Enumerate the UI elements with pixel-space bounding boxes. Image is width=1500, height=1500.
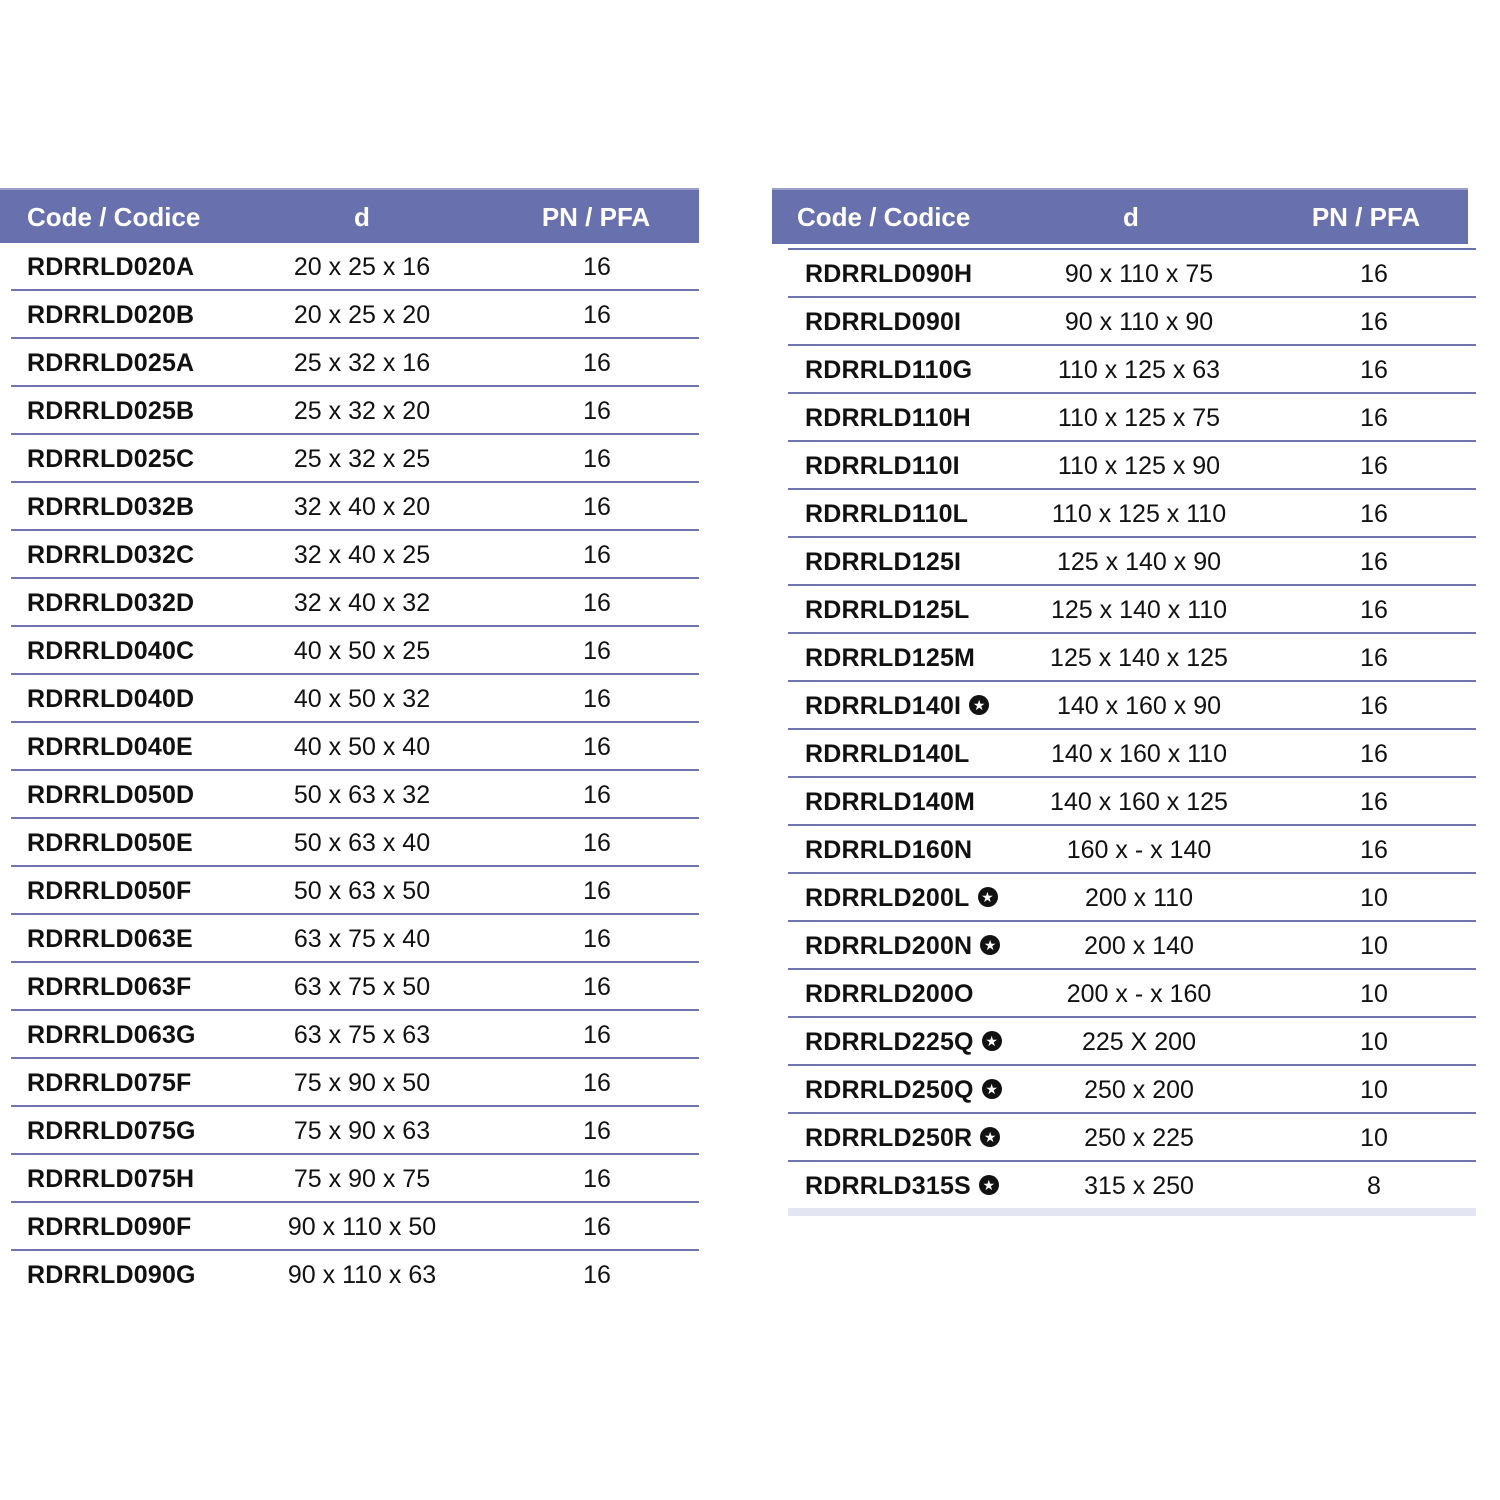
dimension-value: 125 x 140 x 90: [1056, 548, 1222, 576]
product-code-text: RDRRLD025B: [27, 397, 195, 425]
circled-star-icon: ★: [980, 935, 1000, 955]
product-code-text: RDRRLD063F: [27, 973, 192, 1001]
table-row: [788, 1066, 1476, 1114]
pressure-value: 16: [1360, 404, 1388, 432]
product-code: [27, 819, 193, 867]
right-table: [772, 188, 1476, 1216]
table-row: [788, 250, 1476, 298]
product-code-text: RDRRLD160N: [805, 836, 973, 864]
circled-star-icon: ★: [978, 887, 998, 907]
pressure-value: 16: [1360, 596, 1388, 624]
table-row: [11, 915, 699, 963]
product-code: [805, 538, 961, 586]
table-row: [788, 490, 1476, 538]
dimension-value: 25 x 32 x 20: [293, 397, 431, 425]
product-code: [27, 291, 194, 339]
pressure-value: 16: [583, 829, 611, 857]
dimension-value: 90 x 110 x 90: [1064, 308, 1214, 336]
dimension-value: 90 x 110 x 50: [287, 1213, 437, 1241]
product-code: [27, 339, 194, 387]
circled-star-icon: ★: [982, 1079, 1002, 1099]
product-code-text: RDRRLD140L: [805, 740, 970, 768]
d-header: d: [1123, 202, 1139, 232]
dimension-value: 32 x 40 x 32: [293, 589, 431, 617]
product-code-text: RDRRLD110I: [805, 452, 960, 480]
product-code-text: RDRRLD025A: [27, 349, 195, 377]
table-row: [11, 819, 699, 867]
product-code: [805, 346, 972, 394]
table-row: [788, 682, 1476, 730]
product-code-text: RDRRLD125I: [805, 548, 962, 576]
pressure-value: 16: [1360, 260, 1388, 288]
circled-star-icon: ★: [979, 1175, 999, 1195]
right-table-body: [788, 248, 1476, 1216]
table-row: [788, 346, 1476, 394]
product-code-text: RDRRLD200O: [805, 980, 974, 1008]
pressure-value: 16: [583, 925, 611, 953]
dimension-value: 40 x 50 x 32: [293, 685, 431, 713]
dimension-value: 50 x 63 x 40: [293, 829, 431, 857]
pressure-value: 16: [583, 1069, 611, 1097]
product-code-text: RDRRLD125L: [805, 596, 970, 624]
dimension-value: 32 x 40 x 25: [293, 541, 431, 569]
product-code-text: RDRRLD110L: [805, 500, 969, 528]
dimension-value: 90 x 110 x 75: [1064, 260, 1214, 288]
product-code: [805, 778, 975, 826]
dimension-value: 20 x 25 x 16: [293, 253, 431, 281]
product-code: [805, 442, 960, 490]
pressure-value: 10: [1360, 1124, 1388, 1152]
pressure-value: 10: [1360, 1028, 1388, 1056]
product-code-text: RDRRLD050F: [27, 877, 192, 905]
product-code-text: RDRRLD025C: [27, 445, 195, 473]
product-code-text: RDRRLD110H: [805, 404, 971, 432]
pressure-value: 16: [583, 589, 611, 617]
table-row: [11, 627, 699, 675]
left-table: [0, 188, 699, 1299]
product-code: [805, 682, 989, 730]
table-row: [788, 970, 1476, 1018]
pressure-value: 16: [1360, 356, 1388, 384]
pressure-value: 16: [1360, 644, 1388, 672]
dimension-value: 40 x 50 x 40: [293, 733, 431, 761]
pressure-value: 16: [583, 1213, 611, 1241]
product-code-text: RDRRLD050E: [27, 829, 193, 857]
pn-header: PN / PFA: [541, 202, 651, 232]
dimension-value: 50 x 63 x 50: [293, 877, 431, 905]
dimension-value: 20 x 25 x 20: [293, 301, 431, 329]
product-code-text: RDRRLD032B: [27, 493, 195, 521]
product-code: [27, 387, 194, 435]
circled-star-icon: ★: [969, 695, 989, 715]
pressure-value: 16: [1360, 836, 1388, 864]
table-row: [11, 339, 699, 387]
table-row: [788, 1018, 1476, 1066]
product-code: [27, 435, 194, 483]
dimension-value: 75 x 90 x 75: [293, 1165, 431, 1193]
product-code: [27, 963, 192, 1011]
table-row: [11, 1203, 699, 1251]
pressure-value: 16: [583, 1021, 611, 1049]
product-code: [805, 874, 998, 922]
product-code: [27, 531, 194, 579]
product-code: [805, 394, 971, 442]
circled-star-icon: ★: [982, 1031, 1002, 1051]
table-row: [11, 1251, 699, 1299]
table-row: [788, 1114, 1476, 1162]
pressure-value: 10: [1360, 1076, 1388, 1104]
product-code-text: RDRRLD090G: [27, 1261, 196, 1289]
dimension-value: 90 x 110 x 63: [287, 1261, 437, 1289]
dimension-value: 50 x 63 x 32: [293, 781, 431, 809]
product-code-text: RDRRLD315S: [805, 1172, 971, 1200]
product-code-text: RDRRLD040E: [27, 733, 193, 761]
left-table-body: [11, 243, 699, 1299]
pressure-value: 16: [583, 253, 611, 281]
product-code-text: RDRRLD020A: [27, 253, 195, 281]
product-code-text: RDRRLD200L: [805, 884, 970, 912]
product-code: [27, 675, 194, 723]
dimension-value: 25 x 32 x 16: [293, 349, 431, 377]
dimension-value: 160 x - x 140: [1066, 836, 1212, 864]
pressure-value: 16: [583, 349, 611, 377]
product-code-text: RDRRLD075H: [27, 1165, 195, 1193]
product-code-text: RDRRLD200N: [805, 932, 973, 960]
dimension-value: 40 x 50 x 25: [293, 637, 431, 665]
pressure-value: 16: [583, 1261, 611, 1289]
table-row: [11, 723, 699, 771]
product-code-text: RDRRLD090I: [805, 308, 962, 336]
dimension-value: 110 x 125 x 110: [1051, 500, 1227, 528]
dimension-value: 250 x 200: [1084, 1076, 1194, 1104]
product-code-text: RDRRLD140M: [805, 788, 976, 816]
pressure-value: 16: [1360, 740, 1388, 768]
product-code-text: RDRRLD040C: [27, 637, 195, 665]
dimension-value: 140 x 160 x 90: [1056, 692, 1222, 720]
table-row: [11, 675, 699, 723]
pn-header: PN / PFA: [1311, 202, 1421, 232]
product-code: [805, 1018, 1002, 1066]
product-code-text: RDRRLD090H: [805, 260, 973, 288]
table-row: [788, 538, 1476, 586]
dimension-value: 200 x - x 160: [1066, 980, 1212, 1008]
product-code-text: RDRRLD075G: [27, 1117, 196, 1145]
pressure-value: 10: [1360, 980, 1388, 1008]
table-row: [11, 867, 699, 915]
dimension-value: 140 x 160 x 125: [1050, 788, 1228, 816]
dimension-value: 110 x 125 x 75: [1057, 404, 1221, 432]
table-row: [11, 243, 699, 291]
product-code-text: RDRRLD032D: [27, 589, 195, 617]
product-code: [27, 1251, 196, 1299]
pressure-value: 16: [583, 733, 611, 761]
code-header: Code / Codice: [797, 202, 971, 232]
dimension-value: 250 x 225: [1084, 1124, 1194, 1152]
product-code-text: RDRRLD090F: [27, 1213, 192, 1241]
d-header: d: [354, 202, 370, 232]
product-code-text: RDRRLD075F: [27, 1069, 192, 1097]
product-code: [27, 627, 194, 675]
product-code-text: RDRRLD050D: [27, 781, 195, 809]
table-row: [788, 1162, 1476, 1216]
table-row: [788, 778, 1476, 826]
dimension-value: 200 x 140: [1084, 932, 1194, 960]
dimension-value: 32 x 40 x 20: [293, 493, 431, 521]
product-code: [27, 915, 193, 963]
pressure-value: 16: [1360, 500, 1388, 528]
product-code-text: RDRRLD250R: [805, 1124, 973, 1152]
pressure-value: 16: [583, 685, 611, 713]
pressure-value: 10: [1360, 884, 1388, 912]
pressure-value: 16: [1360, 308, 1388, 336]
table-row: [788, 442, 1476, 490]
dimension-value: 110 x 125 x 63: [1057, 356, 1221, 384]
product-code: [805, 586, 970, 634]
dimension-value: 200 x 110: [1085, 884, 1193, 912]
pressure-value: 16: [583, 445, 611, 473]
product-code-text: RDRRLD250Q: [805, 1076, 974, 1104]
product-code: [27, 579, 194, 627]
product-code: [27, 771, 194, 819]
dimension-value: 140 x 160 x 110: [1050, 740, 1228, 768]
circled-star-icon: ★: [980, 1127, 1000, 1147]
pressure-value: 16: [583, 973, 611, 1001]
table-row: [788, 730, 1476, 778]
dimension-value: 225 X 200: [1082, 1028, 1196, 1056]
product-code: [805, 298, 961, 346]
pressure-value: 16: [583, 637, 611, 665]
table-row: [788, 586, 1476, 634]
product-code: [805, 1114, 1000, 1162]
pressure-value: 16: [583, 397, 611, 425]
pressure-value: 16: [583, 541, 611, 569]
pressure-value: 16: [1360, 692, 1388, 720]
product-code-text: RDRRLD020B: [27, 301, 195, 329]
product-code-text: RDRRLD125M: [805, 644, 976, 672]
product-code: [27, 1011, 196, 1059]
product-code: [27, 1059, 192, 1107]
product-code: [805, 922, 1000, 970]
table-row: [11, 483, 699, 531]
product-code-text: RDRRLD110G: [805, 356, 973, 384]
table-row: [11, 771, 699, 819]
pressure-value: 16: [1360, 452, 1388, 480]
dimension-value: 315 x 250: [1084, 1172, 1194, 1200]
product-code: [805, 634, 975, 682]
pressure-value: 16: [583, 781, 611, 809]
pressure-value: 16: [1360, 548, 1388, 576]
pressure-value: 8: [1367, 1172, 1381, 1200]
product-code: [27, 243, 194, 291]
table-row: [11, 387, 699, 435]
table-row: [11, 1107, 699, 1155]
dimension-value: 63 x 75 x 50: [293, 973, 431, 1001]
table-row: [788, 826, 1476, 874]
product-code: [27, 1203, 192, 1251]
product-code: [805, 250, 972, 298]
table-row: [11, 963, 699, 1011]
table-row: [788, 874, 1476, 922]
dimension-value: 75 x 90 x 63: [293, 1117, 431, 1145]
code-header: Code / Codice: [27, 202, 201, 232]
product-code-text: RDRRLD140I: [805, 692, 962, 720]
product-code-text: RDRRLD063E: [27, 925, 193, 953]
product-code-text: RDRRLD225Q: [805, 1028, 974, 1056]
pressure-value: 10: [1360, 932, 1388, 960]
pressure-value: 16: [583, 301, 611, 329]
product-code: [805, 970, 974, 1018]
table-row: [11, 435, 699, 483]
table-row: [11, 1155, 699, 1203]
product-code: [805, 1162, 999, 1210]
pressure-value: 16: [583, 493, 611, 521]
pressure-value: 16: [583, 1117, 611, 1145]
product-code: [805, 730, 970, 778]
product-code-text: RDRRLD032C: [27, 541, 195, 569]
product-code: [27, 723, 193, 771]
pressure-value: 16: [583, 1165, 611, 1193]
dimension-value: 125 x 140 x 110: [1050, 596, 1228, 624]
table-row: [788, 634, 1476, 682]
table-row: [11, 579, 699, 627]
product-code: [27, 1155, 194, 1203]
product-code: [805, 490, 968, 538]
product-code: [27, 867, 192, 915]
dimension-value: 125 x 140 x 125: [1050, 644, 1228, 672]
right-table-header: [772, 188, 1468, 244]
table-row: [788, 298, 1476, 346]
dimension-value: 63 x 75 x 63: [293, 1021, 431, 1049]
table-row: [11, 291, 699, 339]
product-code: [27, 1107, 196, 1155]
table-row: [11, 531, 699, 579]
left-table-header: [0, 188, 699, 243]
table-row: [11, 1011, 699, 1059]
dimension-value: 75 x 90 x 50: [293, 1069, 431, 1097]
dimension-value: 63 x 75 x 40: [293, 925, 431, 953]
product-code-text: RDRRLD063G: [27, 1021, 196, 1049]
product-code: [805, 826, 972, 874]
product-code: [27, 483, 194, 531]
pressure-value: 16: [1360, 788, 1388, 816]
pressure-value: 16: [583, 877, 611, 905]
dimension-value: 110 x 125 x 90: [1057, 452, 1221, 480]
product-code: [805, 1066, 1002, 1114]
product-code-text: RDRRLD040D: [27, 685, 195, 713]
table-row: [788, 922, 1476, 970]
table-row: [788, 394, 1476, 442]
table-row: [11, 1059, 699, 1107]
dimension-value: 25 x 32 x 25: [293, 445, 431, 473]
